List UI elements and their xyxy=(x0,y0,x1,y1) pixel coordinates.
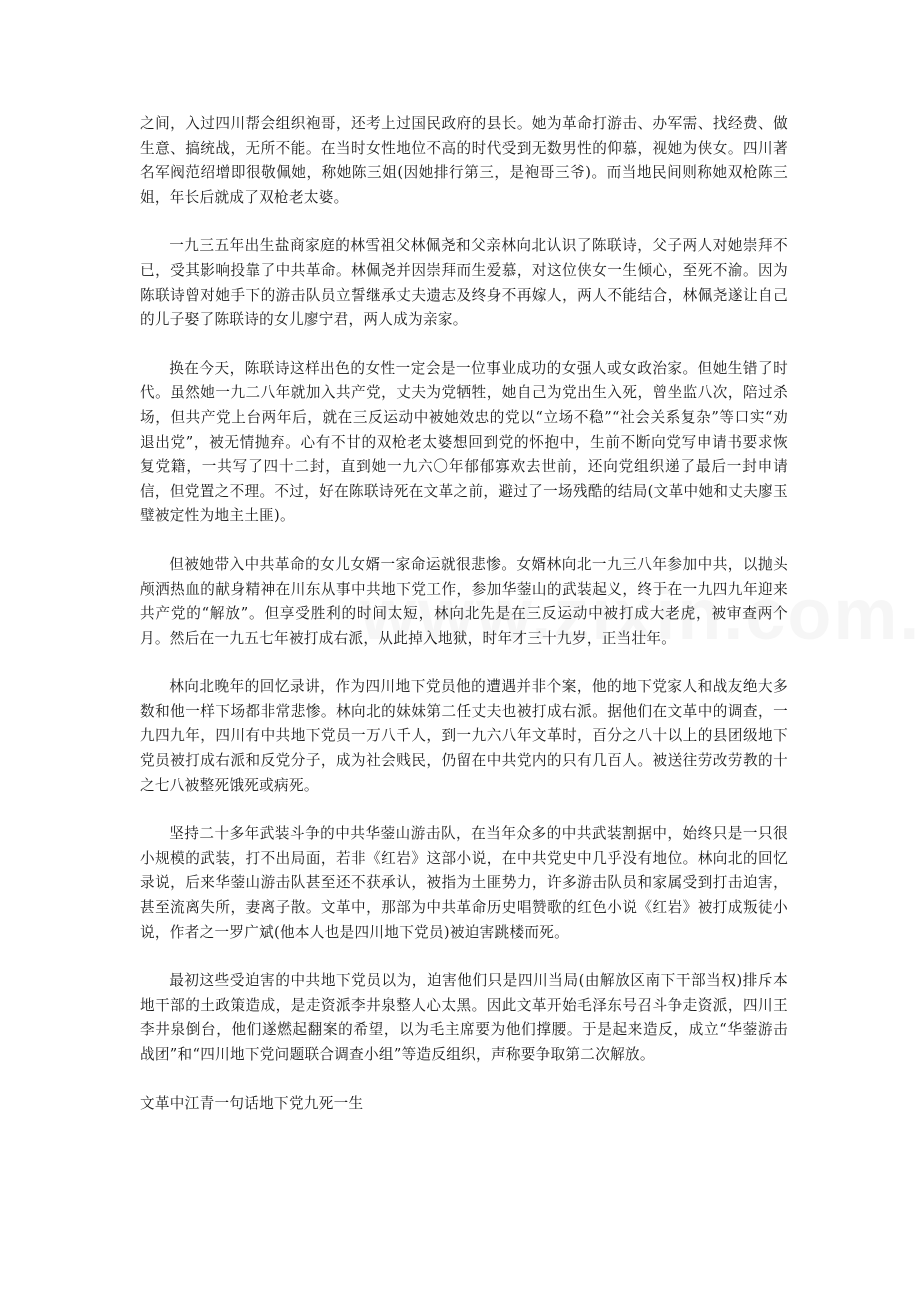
paragraph-7: 最初这些受迫害的中共地下党员以为，迫害他们只是四川当局(由解放区南下干部当权)排斥本地干部的土政策造成，是走资派李井泉整人心太黑。因此文革开始毛泽东号召斗争走资派，四川王李井泉倒台，他们遂燃起翻案的希望，以为毛主席要为他们撑腰。于是起来造反，成立“华蓥游击战团”和“四川地下党问题联合调查小组”等造反组织，声称要争取第二次解放。 xyxy=(140,972,788,1063)
paragraph-3: 换在今天，陈联诗这样出色的女性一定会是一位事业成功的女强人或女政治家。但她生错了时代。虽然她一九二八年就加入共产党，丈夫为党牺牲，她自己为党出生入死，曾坐监八次，陪过杀场，但共产党上台两年后，就在三反运动中被她效忠的党以“立场不稳”“社会关系复杂”等口实“劝退出党”，被无情抛弃。心有不甘的双枪老太婆想回到党的怀抱中，生前不断向党写申请书要求恢复党籍，一共写了四十二封，直到她一九六〇年郁郁寡欢去世前，还向党组织递了最后一封申请信，但党置之不理。不过，好在陈联诗死在文革之前，避过了一场残酷的结局(文革中她和丈夫廖玉璧被定性为地主土匪)。 xyxy=(140,359,788,525)
paragraph-5: 林向北晚年的回忆录讲，作为四川地下党员他的遭遇并非个案，他的地下党家人和战友绝大多数和他一样下场都非常悲惨。林向北的妹妹第二任丈夫也被打成右派。据他们在文革中的调查，一九四九年，四川有中共地下党员一万八千人，到一九六八年文革时，百分之八十以上的县团级地下党员被打成右派和反党分子，成为社会贱民，仍留在中共党内的只有几百人。被送往劳改劳教的十之七八被整死饿死或病死。 xyxy=(140,678,788,794)
document-body xyxy=(140,112,788,1116)
section-heading: 文革中江青一句话地下党九死一生 xyxy=(140,1094,364,1112)
paragraph-2: 一九三五年出生盐商家庭的林雪祖父林佩尧和父亲林向北认识了陈联诗，父子两人对她崇拜不已，受其影响投靠了中共革命。林佩尧并因崇拜而生爱慕，对这位侠女一生倾心，至死不渝。因为陈联诗曾对她手下的游击队员立誓继承丈夫遗志及终身不再嫁人，两人不能结合，林佩尧遂让自己的儿子娶了陈联诗的女儿廖宁君，两人成为亲家。 xyxy=(140,237,788,329)
paragraph-4: 但被她带入中共革命的女儿女婿一家命运就很悲惨。女婿林向北一九三八年参加中共，以抛头颅洒热血的献身精神在川东从事中共地下党工作，参加华蓥山的武装起义，终于在一九四九年迎来共产党的“解放”。但享受胜利的时间太短，林向北先是在三反运动中被打成大老虎，被审查两个月。然后在一九五七年被打成右派，从此掉入地狱，时年才三十九岁，正当壮年。 xyxy=(140,555,788,647)
paragraph-1: 之间，入过四川帮会组织袍哥，还考上过国民政府的县长。她为革命打游击、办军需、找经费、做生意、搞统战，无所不能。在当时女性地位不高的时代受到无数男性的仰慕，视她为侠女。四川著名军阀范绍增即很敬佩她，称她陈三姐(因她排行第三，是袍哥三爷)。而当地民间则称她双枪陈三姐，年长后就成了双枪老太婆。 xyxy=(140,115,788,206)
paragraph-6: 坚持二十多年武装斗争的中共华蓥山游击队，在当年众多的中共武装割据中，始终只是一只很小规模的武装，打不出局面，若非《红岩》这部小说，在中共党史中几乎没有地位。林向北的回忆录说，后来华蓥山游击队甚至还不获承认，被指为土匪势力，许多游击队员和家属受到打击迫害，甚至流离失所，妻离子散。文革中，那部为中共革命历史唱赞歌的红色小说《红岩》被打成叛徒小说，作者之一罗广斌(他本人也是四川地下党员)被迫害跳楼而死。 xyxy=(140,825,788,941)
